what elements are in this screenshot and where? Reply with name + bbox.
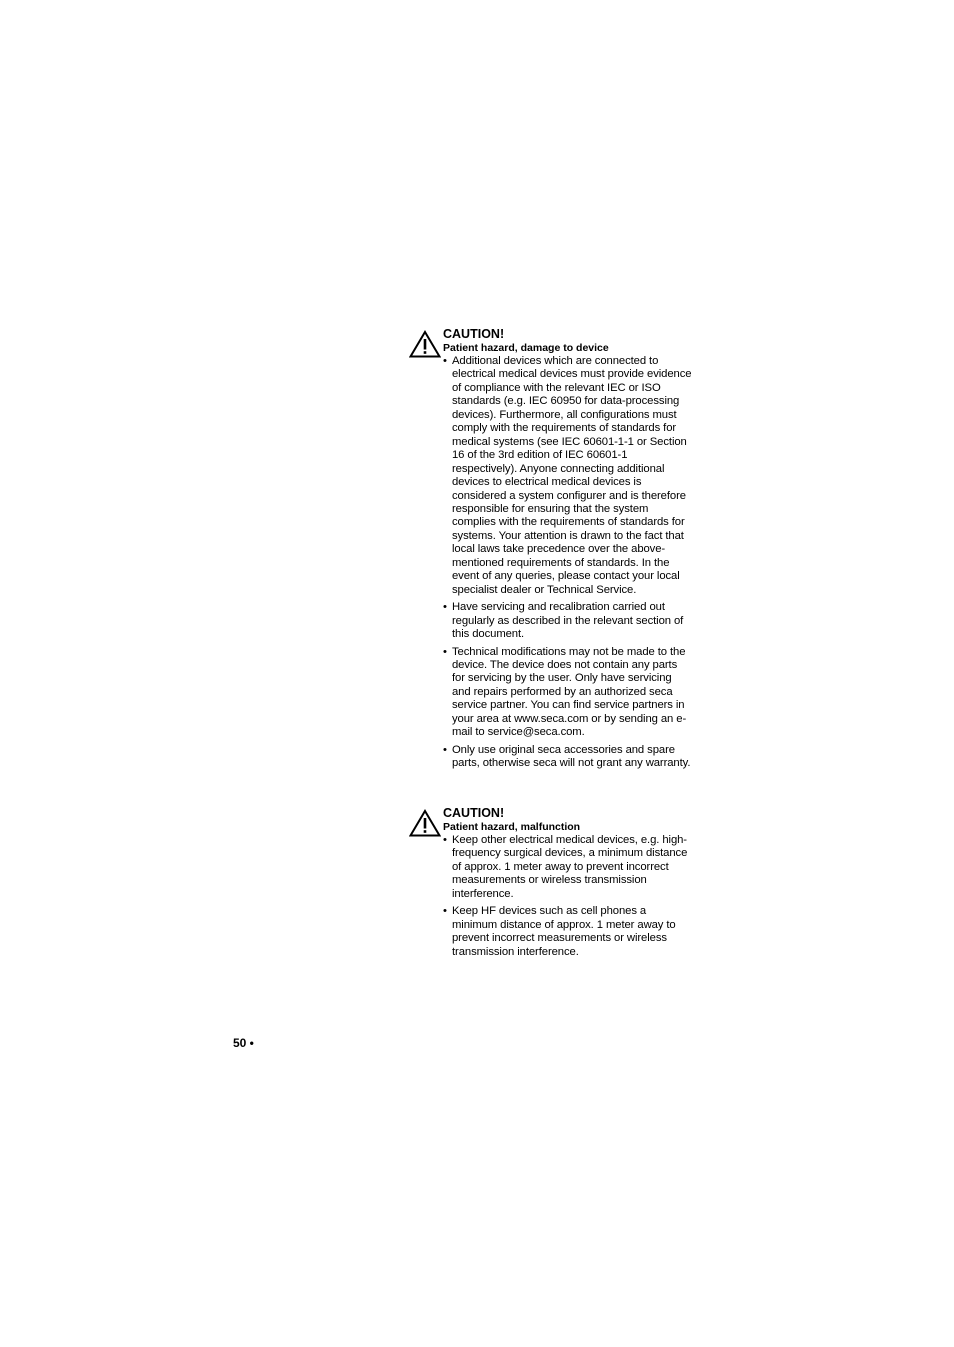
bullet-dot-icon: • [443,355,447,367]
warning-triangle-icon [409,330,441,358]
bullet-dot-icon: • [443,905,447,918]
bullet-dot-icon: • [443,601,447,614]
caution-bullet-list [443,355,693,771]
caution-content [443,806,693,963]
bullet-dot-icon: • [443,834,447,846]
caution-content [443,327,693,775]
bullet-dot-icon: • [443,645,447,658]
caution-subtitle: Patient hazard, damage to device [443,342,609,354]
list-item: • Only use original seca accessories and spare parts, otherwise seca will not grant any warranty. [443,743,691,770]
warning-triangle-icon [409,809,441,837]
bullet-dot-icon: • [443,743,447,756]
caution-bullet-list [443,834,693,959]
caution-title: CAUTION! [443,327,505,341]
list-item: • Technical modifications may not be made to the device. The device does not contain any parts for servicing by the user. Only have servicing and repairs performed by an authorized seca service partner. You can find service partners in your area at www.seca.com or by sending an e-mail to service@seca.com. [443,645,687,739]
caution-subtitle: Patient hazard, malfunction [443,821,581,833]
list-item: • Keep other electrical medical devices, e.g. high-frequency surgical devices, a minimum distance of approx. 1 meter away to prevent incorrect measurements or wireless transmission interference. [443,834,688,900]
list-item: • Keep HF devices such as cell phones a minimum distance of approx. 1 meter away to prevent incorrect measurements or wireless transmission interference. [443,905,676,958]
list-item: • Additional devices which are connected to electrical medical devices must provide evidence of compliance with the relevant IEC or ISO standards (e.g. IEC 60950 for data-processing devices). Furthermore, all configurations must comply with the requirements of standards for medical systems (see IEC 60601-1-1 or Section 16 of the 3rd edition of IEC 60601-1 respectively). Anyone connecting additional devices to electrical medical devices is considered a system configurer and is therefore responsible for ensuring that the system complies with the requirements of standards for systems. Your attention is drawn to the fact that local laws take precedence over the above-mentioned requirements of standards. In the event of any queries, please contact your local specialist dealer or Technical Service. [443,355,692,596]
page-number: 50 • [233,1036,254,1050]
list-item: • Have servicing and recalibration carried out regularly as described in the relevant section of this document. [443,601,684,641]
caution-title: CAUTION! [443,806,505,820]
